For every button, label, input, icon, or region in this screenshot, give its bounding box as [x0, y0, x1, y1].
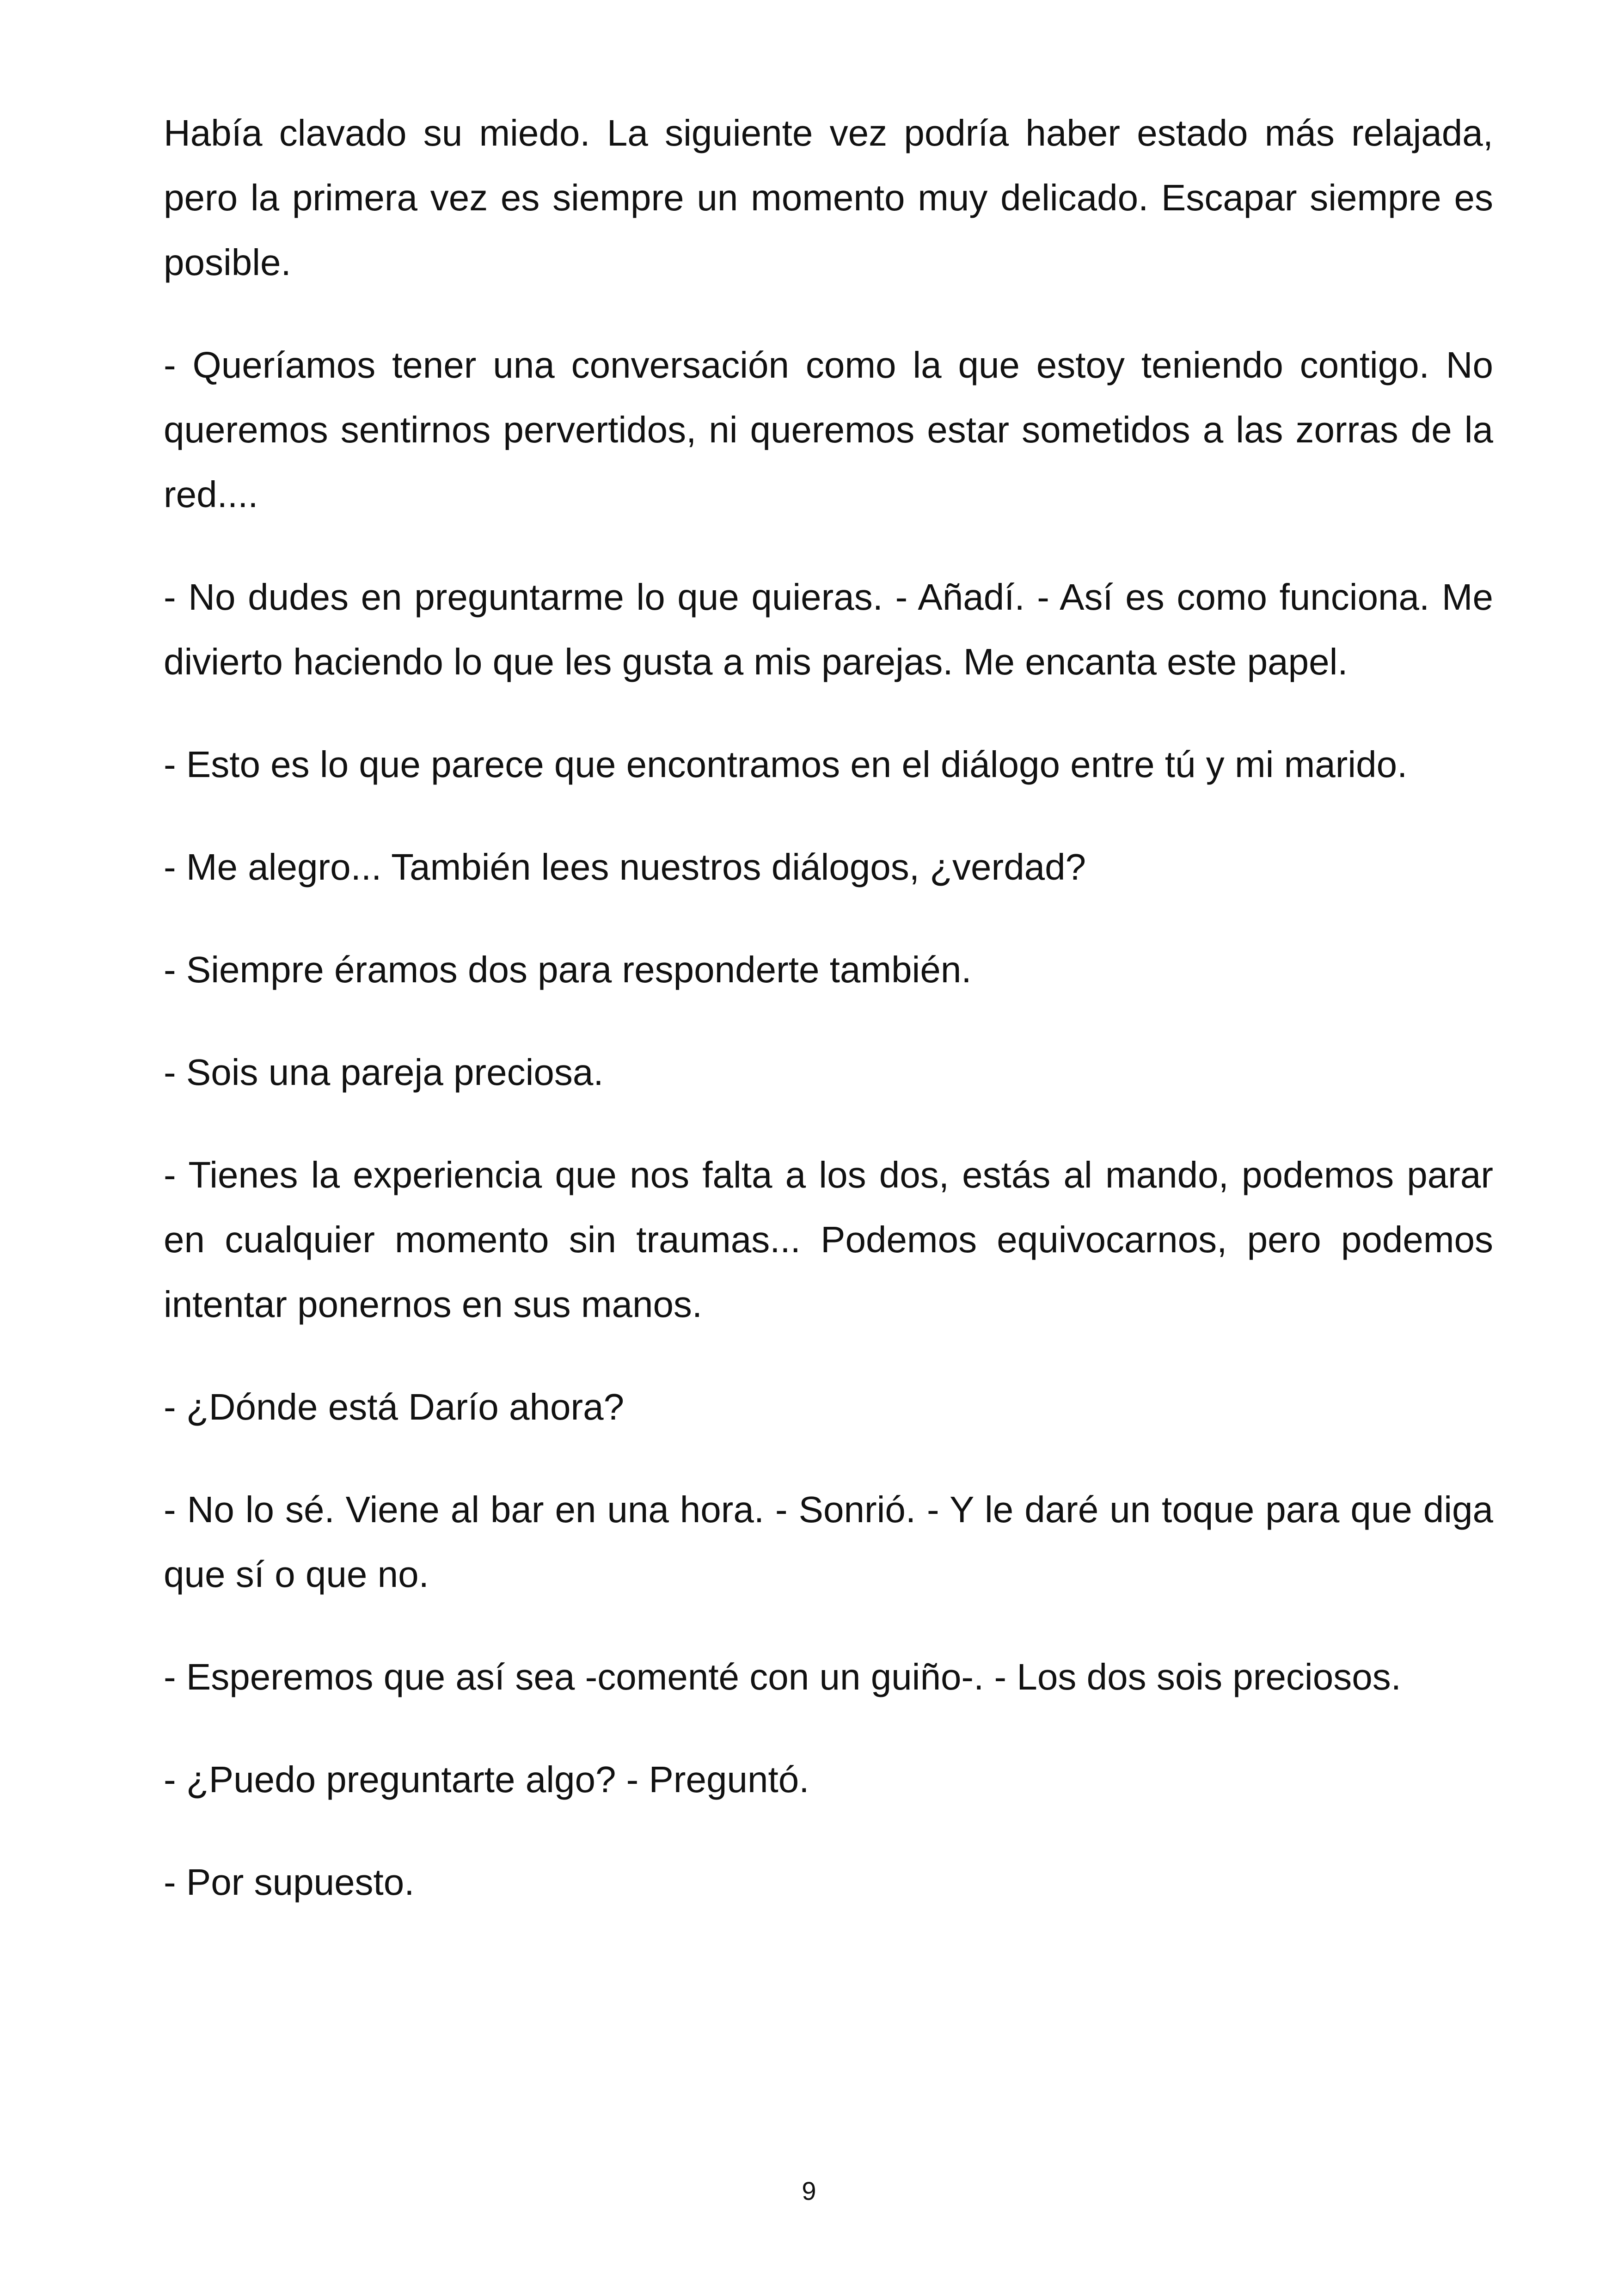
paragraph-9: - ¿Dónde está Darío ahora?	[164, 1386, 625, 1427]
paragraph-12: - ¿Puedo preguntarte algo? - Preguntó.	[164, 1759, 809, 1800]
paragraph-5: - Me alegro... También lees nuestros diálogos, ¿verdad?	[164, 846, 1086, 888]
paragraph-8: - Tienes la experiencia que nos falta a los dos, estás al mando, podemos parar en cualquier momento sin traumas... Podemos equivocarnos, pero podemos intentar ponernos en sus manos.	[164, 1154, 1493, 1325]
paragraph-10: - No lo sé. Viene al bar en una hora. - Sonrió. - Y le daré un toque para que diga que sí o que no.	[164, 1489, 1493, 1595]
paragraph-4: - Esto es lo que parece que encontramos en el diálogo entre tú y mi marido.	[164, 744, 1408, 785]
paragraph-2: - Queríamos tener una conversación como la que estoy teniendo contigo. No queremos sentirnos pervertidos, ni queremos estar sometidos a las zorras de la red....	[164, 344, 1493, 515]
paragraph-7: - Sois una pareja preciosa.	[164, 1052, 604, 1093]
page-number: 9	[802, 2176, 816, 2205]
paragraph-3: - No dudes en preguntarme lo que quieras. - Añadí. - Así es como funciona. Me divierto haciendo lo que les gusta a mis parejas. Me encanta este papel.	[164, 576, 1493, 682]
paragraph-11: - Esperemos que así sea -comenté con un guiño-. - Los dos sois preciosos.	[164, 1656, 1401, 1697]
paragraph-1: Había clavado su miedo. La siguiente vez podría haber estado más relajada, pero la primera vez es siempre un momento muy delicado. Escapar siempre es posible.	[164, 112, 1493, 283]
paragraph-13: - Por supuesto.	[164, 1861, 415, 1903]
body-text	[164, 101, 1493, 1953]
paragraph-6: - Siempre éramos dos para responderte también.	[164, 949, 972, 990]
